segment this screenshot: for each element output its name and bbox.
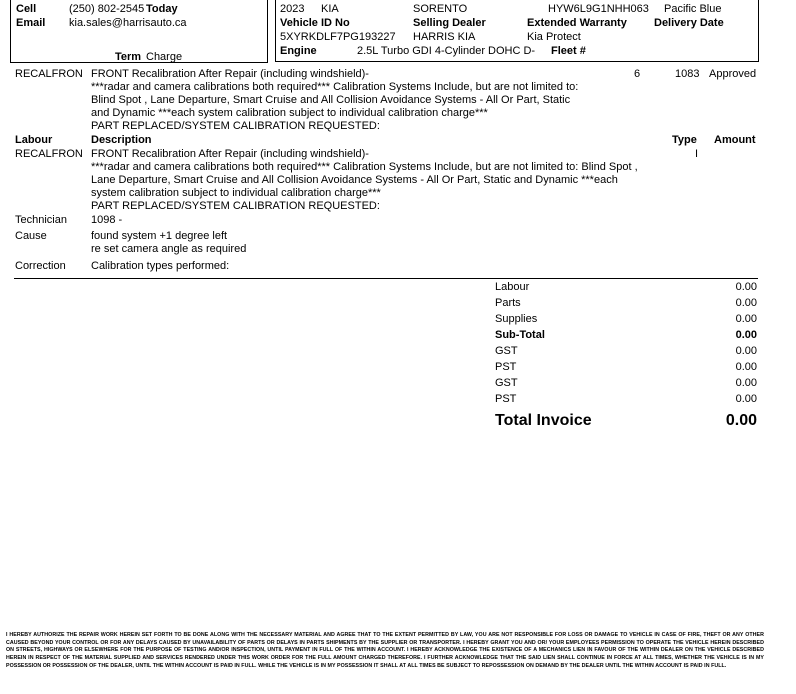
totals-label: Sub-Total [495,329,545,341]
op-status: Approved [709,68,757,80]
term-label: Term [115,51,142,63]
charge-label: Charge [146,51,183,63]
totals-row [495,313,757,329]
labour-description-line: system calibration subject to individual calibration charge*** [91,187,381,199]
amount-header: Amount [714,134,756,146]
op-number: 1083 [675,68,700,80]
vin-label: Vehicle ID No [280,17,350,29]
op-code: RECALFRON [15,68,83,80]
engine-label: Engine [280,45,317,57]
engine-value: 2.5L Turbo GDI 4-Cylinder DOHC D- [357,45,536,57]
totals-row [495,281,757,297]
email-label: Email [16,17,46,29]
today-label: Today [146,3,178,15]
vin-value: 5XYRKDLF7PG193227 [280,31,396,43]
totals-label: PST [495,393,517,405]
totals-label: GST [495,377,518,389]
type-header: Type [672,134,697,146]
correction-value: Calibration types performed: [91,260,230,272]
op-description-line: PART REPLACED/SYSTEM CALIBRATION REQUESTED: [91,120,380,132]
totals-value: 0.00 [735,281,757,293]
op-description-line: and Dynamic ***each system calibration subject to individual calibration charge*** [91,107,488,119]
totals-value: 0.00 [735,297,757,309]
cause-line: re set camera angle as required [91,243,247,255]
totals-value: 0.00 [735,377,757,389]
totals-row [495,377,757,393]
op-description-line: ***radar and camera calibrations both required*** Calibration Systems Include, but are not limited to: [91,81,579,93]
totals-label: GST [495,345,518,357]
vehicle-make: KIA [321,3,339,15]
selling-dealer-value: HARRIS KIA [413,31,476,43]
totals-label: Parts [495,297,521,309]
delivery-date-label: Delivery Date [654,17,724,29]
totals-value: 0.00 [735,313,757,325]
totals-row [495,345,757,361]
totals-value: 0.00 [735,329,757,341]
total-invoice-label: Total Invoice [495,412,592,429]
vehicle-year: 2023 [280,3,305,15]
labour-description-line: PART REPLACED/SYSTEM CALIBRATION REQUESTED: [91,200,380,212]
labour-description [91,148,638,213]
totals-label: PST [495,361,517,373]
cell-label: Cell [16,3,37,15]
labour-description-line: ***radar and camera calibrations both required*** Calibration Systems Include, but are not limited to: Blind Spot , [91,161,638,173]
description-header: Description [91,134,152,146]
totals-value: 0.00 [735,345,757,357]
labour-header: Labour [15,134,53,146]
vehicle-model: SORENTO [413,3,468,15]
op-description-line: Blind Spot , Lane Departure, Smart Cruise and All Collision Avoidance Systems - All Or Part, Static [91,94,571,106]
totals-label: Supplies [495,313,538,325]
technician-value: 1098 - [91,214,123,226]
section-divider [14,278,758,279]
cause-line: found system +1 degree left [91,230,228,242]
totals-value: 0.00 [735,361,757,373]
total-invoice-row [495,409,757,433]
op-description [91,68,578,133]
selling-dealer-label: Selling Dealer [413,17,486,29]
totals-row [495,361,757,377]
op-description-line: FRONT Recalibration After Repair (including windshield)- [91,68,369,80]
legal-disclaimer: I HEREBY AUTHORIZE THE REPAIR WORK HEREIN SET FORTH TO BE DONE ALONG WITH THE NECESSARY MATERIAL AND AGREE THAT TO THE EXTENT PERMITTED BY LAW, YOU ARE NOT RESPONSIBLE FOR LOSS OR DAMAGE TO VEHICLE IN CASE OF FIRE, THEFT OR ANY OTHER CAUSED BEYOND YOUR CONTROL OR FOR ANY DELAYS CAUSED BY UNAVAILABILITY OF PARTS OR DELAYS IN PARTS SHIPMENTS BY THE SUPPLIER OR TRANSPORTER. I HEREBY GRANT YOU AND OR/ YOUR EMPLOYEES PERMISSION TO OPERATE THE VEHICLE HEREIN DESCRIBED ON STREETS, HIGHWAYS OR ELSEWHERE FOR THE PURPOSE OF TESTING AND/OR INSPECTION, UNTIL PAYMENT IN FULL OF THE WITHIN ACCOUNT. I HEREBY ACKNOWLEDGE THE EXISTENCE OF A MECHANICS LIEN IN FAVOUR OF THE WITHIN DEALER ON THE VEHICLE DESCRIBED HEREIN IN RESPECT OF THE MATERIAL SUPPLIED AND SERVICES RENDERED UNDER THIS WORK ORDER FOR THE FULL AMOUNT CHARGED THEREFORE. I FURTHER ACKNOWLEDGE THAT THE SAID LIEN SHALL CONTINUE IN FORCE AT ALL TIMES, WHETHER THE VEHICLE IS IN MY POSSESSION OR POSSESSION OF THE DEALER, UNTIL THE WITHIN ACCOUNT IS PAID IN FULL. WHILE THE VEHICLE IS IN MY POSSESSION IT SHALL AT ALL TIMES BE SUBJECT TO REPOSSESSION ON DEMAND BY THE DEALER UNTIL THE WITHIN ACCOUNT IS PAID IN FULL. [6,632,764,669]
labour-code: RECALFRON [15,148,83,160]
totals-value: 0.00 [735,393,757,405]
totals-label: Labour [495,281,530,293]
correction-label: Correction [15,260,66,272]
totals-row [495,297,757,313]
extended-warranty-label: Extended Warranty [527,17,627,29]
extended-warranty-value: Kia Protect [527,31,581,43]
technician-label: Technician [15,214,67,226]
labour-type-value: I [695,148,699,160]
total-invoice-value: 0.00 [725,412,757,429]
totals-row [495,329,757,345]
email-value: kia.sales@harrisauto.ca [69,17,187,29]
vehicle-plate: HYW6L9G1NHH063 [548,3,649,15]
labour-description-line: Lane Departure, Smart Cruise and All Collision Avoidance Systems - All Or Part, Static and Dynamic ***each [91,174,618,186]
totals-row [495,393,757,409]
fleet-label: Fleet # [551,45,586,57]
op-qty: 6 [634,68,641,80]
vehicle-color: Pacific Blue [664,3,722,15]
labour-description-line: FRONT Recalibration After Repair (including windshield)- [91,148,369,160]
cause-label: Cause [15,230,47,242]
totals-table [495,281,757,433]
cell-value: (250) 802-2545 [69,3,145,15]
